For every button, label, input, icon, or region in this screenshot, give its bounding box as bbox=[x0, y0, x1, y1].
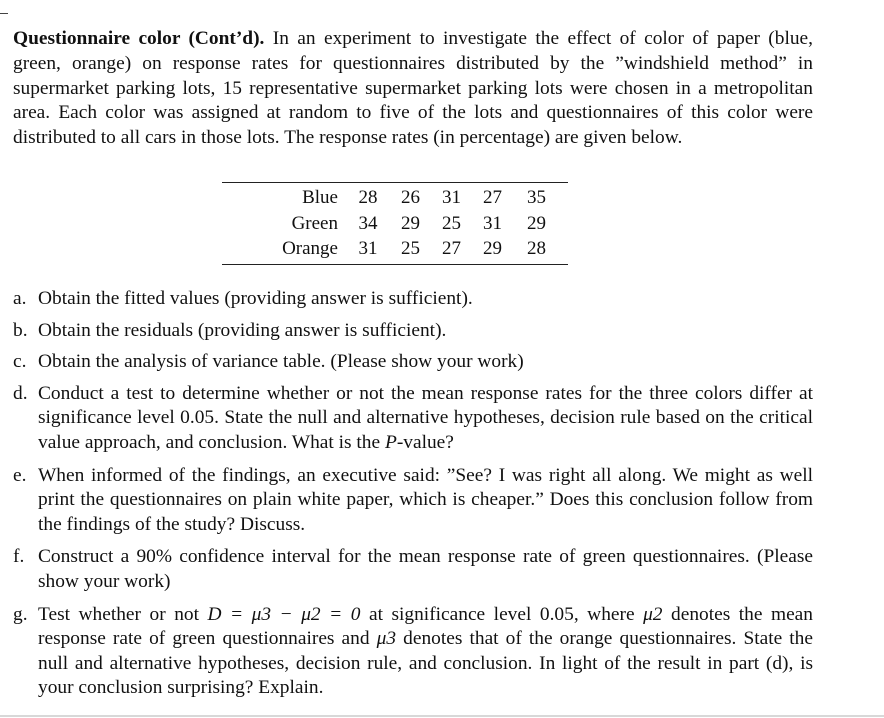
table-cell: 25 bbox=[442, 212, 461, 234]
question-text: denotes the mean response rate of green questionnaires and bbox=[38, 603, 813, 650]
question-b bbox=[13, 319, 813, 344]
question-text: Construct a 90% confidence interval for the mean response rate of green questionnaires. (Please show your work) bbox=[38, 546, 813, 592]
question-g bbox=[13, 603, 813, 701]
p-symbol: P bbox=[384, 431, 397, 453]
row-label: Orange bbox=[282, 238, 338, 259]
question-a bbox=[13, 287, 813, 312]
problem-title: Questionnaire color (Cont’d). bbox=[13, 28, 265, 50]
question-text: Conduct a test to determine whether or not the mean response rates for the three colors differ at significance level 0.05. State the null and alternative hypotheses, decision rule based on the critical value approach, and conclusion. What is the bbox=[38, 382, 813, 453]
question-text: Obtain the residuals (providing answer is sufficient). bbox=[38, 319, 447, 341]
question-text: Obtain the analysis of variance table. (Please show your work) bbox=[38, 351, 524, 373]
table-cell: 28 bbox=[358, 187, 378, 208]
table-cell: 28 bbox=[527, 238, 546, 259]
table-cell: 29 bbox=[527, 212, 546, 234]
formula-difference: = μ3 − μ2 = 0 bbox=[221, 603, 361, 625]
question-marker: b. bbox=[13, 319, 28, 341]
question-text-end: -value? bbox=[396, 431, 454, 453]
table-cell: 34 bbox=[358, 212, 378, 234]
row-label: Green bbox=[291, 212, 338, 234]
question-marker: f. bbox=[13, 546, 25, 568]
question-marker: a. bbox=[13, 288, 27, 309]
margin-mark bbox=[0, 13, 8, 14]
row-label: Blue bbox=[302, 187, 338, 208]
response-rate-table-container bbox=[222, 182, 568, 265]
mu2-symbol: μ2 bbox=[643, 603, 663, 625]
question-text: Test whether or not bbox=[38, 603, 208, 625]
question-text: denotes that of the orange questionnaires. State the null and alternative hypotheses, decision rule, and conclusion. In light of the result in part (d), is your conclusion surprising? Explain. bbox=[38, 628, 813, 699]
question-marker: e. bbox=[13, 464, 27, 486]
table-row-blue bbox=[222, 183, 568, 211]
table-cell: 29 bbox=[401, 212, 420, 234]
question-marker: c. bbox=[13, 351, 27, 373]
table-cell: 27 bbox=[442, 238, 461, 259]
table-cell: 29 bbox=[483, 238, 502, 259]
table-cell: 26 bbox=[401, 187, 420, 208]
table-row-orange bbox=[222, 236, 568, 264]
question-d bbox=[13, 382, 813, 456]
table-cell: 31 bbox=[442, 187, 461, 208]
response-rate-table bbox=[222, 182, 568, 265]
question-text: at significance level 0.05, where bbox=[360, 603, 644, 625]
formula-d: D bbox=[207, 603, 222, 625]
question-c bbox=[13, 350, 813, 375]
question-text: Obtain the fitted values (providing answer is sufficient). bbox=[38, 288, 473, 309]
problem-text: In an experiment to investigate the effect of color of paper (blue, green, orange) on response rates for questionnaires distributed by the ”windshield method” in supermarket parking lots, 15 representative supermarket parking lots were chosen in a metropolitan area. Each color was assigned at random to five of the lots and questionnaires of this color were distributed to all cars in those lots. The response rates (in percentage) are given below. bbox=[13, 28, 813, 148]
table-row-green bbox=[222, 211, 568, 237]
question-list bbox=[13, 287, 813, 701]
question-marker: g. bbox=[13, 603, 28, 625]
bottom-divider bbox=[0, 715, 884, 717]
question-f bbox=[13, 545, 813, 594]
table-cell: 25 bbox=[401, 238, 420, 259]
question-e bbox=[13, 464, 813, 538]
table-cell: 31 bbox=[358, 238, 378, 259]
table-cell: 31 bbox=[483, 212, 502, 234]
table-cell: 35 bbox=[527, 187, 546, 208]
table-cell: 27 bbox=[483, 187, 502, 208]
question-marker: d. bbox=[13, 382, 28, 404]
question-text: When informed of the findings, an executive said: ”See? I was right all along. We might as well print the questionnaires on plain white paper, which is cheaper.” Does this conclusion follow from the findings of the study? Discuss. bbox=[38, 464, 813, 535]
problem-intro bbox=[13, 27, 813, 150]
mu3-symbol: μ3 bbox=[376, 628, 397, 650]
